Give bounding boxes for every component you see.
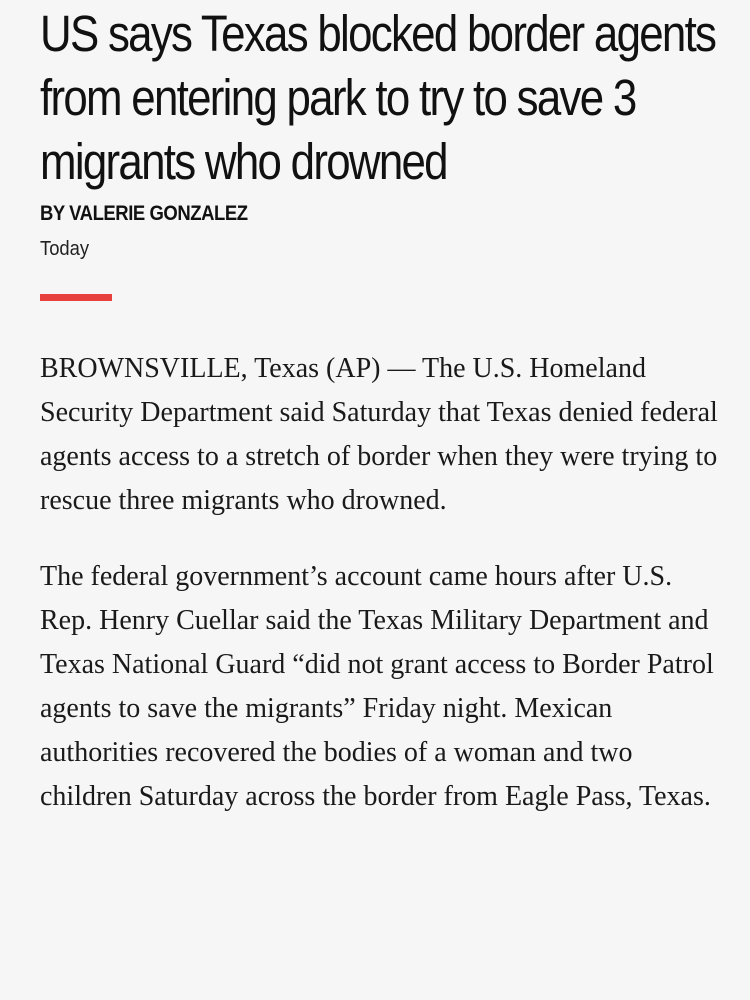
accent-divider [40,294,112,301]
publish-date: Today [40,238,90,260]
paragraph-1: BROWNSVILLE, Texas (AP) — The U.S. Homeland Security Department said Saturday that Texas denied federal agents access to a stretch of border when they were trying to rescue three migrants who drowned. [40,353,718,516]
article [40,0,720,851]
paragraph-2: The federal government’s account came hours after U.S. Rep. Henry Cuellar said the Texas Military Department and Texas National Guard “did not grant access to Border Patrol agents to save the migrants” Friday night. Mexican authorities recovered the bodies of a woman and two children Saturday across the border from Eagle Pass, Texas. [40,561,714,812]
byline[interactable]: BY VALERIE GONZALEZ [40,202,248,225]
headline: US says Texas blocked border agents from entering park to try to save 3 migrants who drowned [40,5,716,190]
article-body [40,347,720,819]
